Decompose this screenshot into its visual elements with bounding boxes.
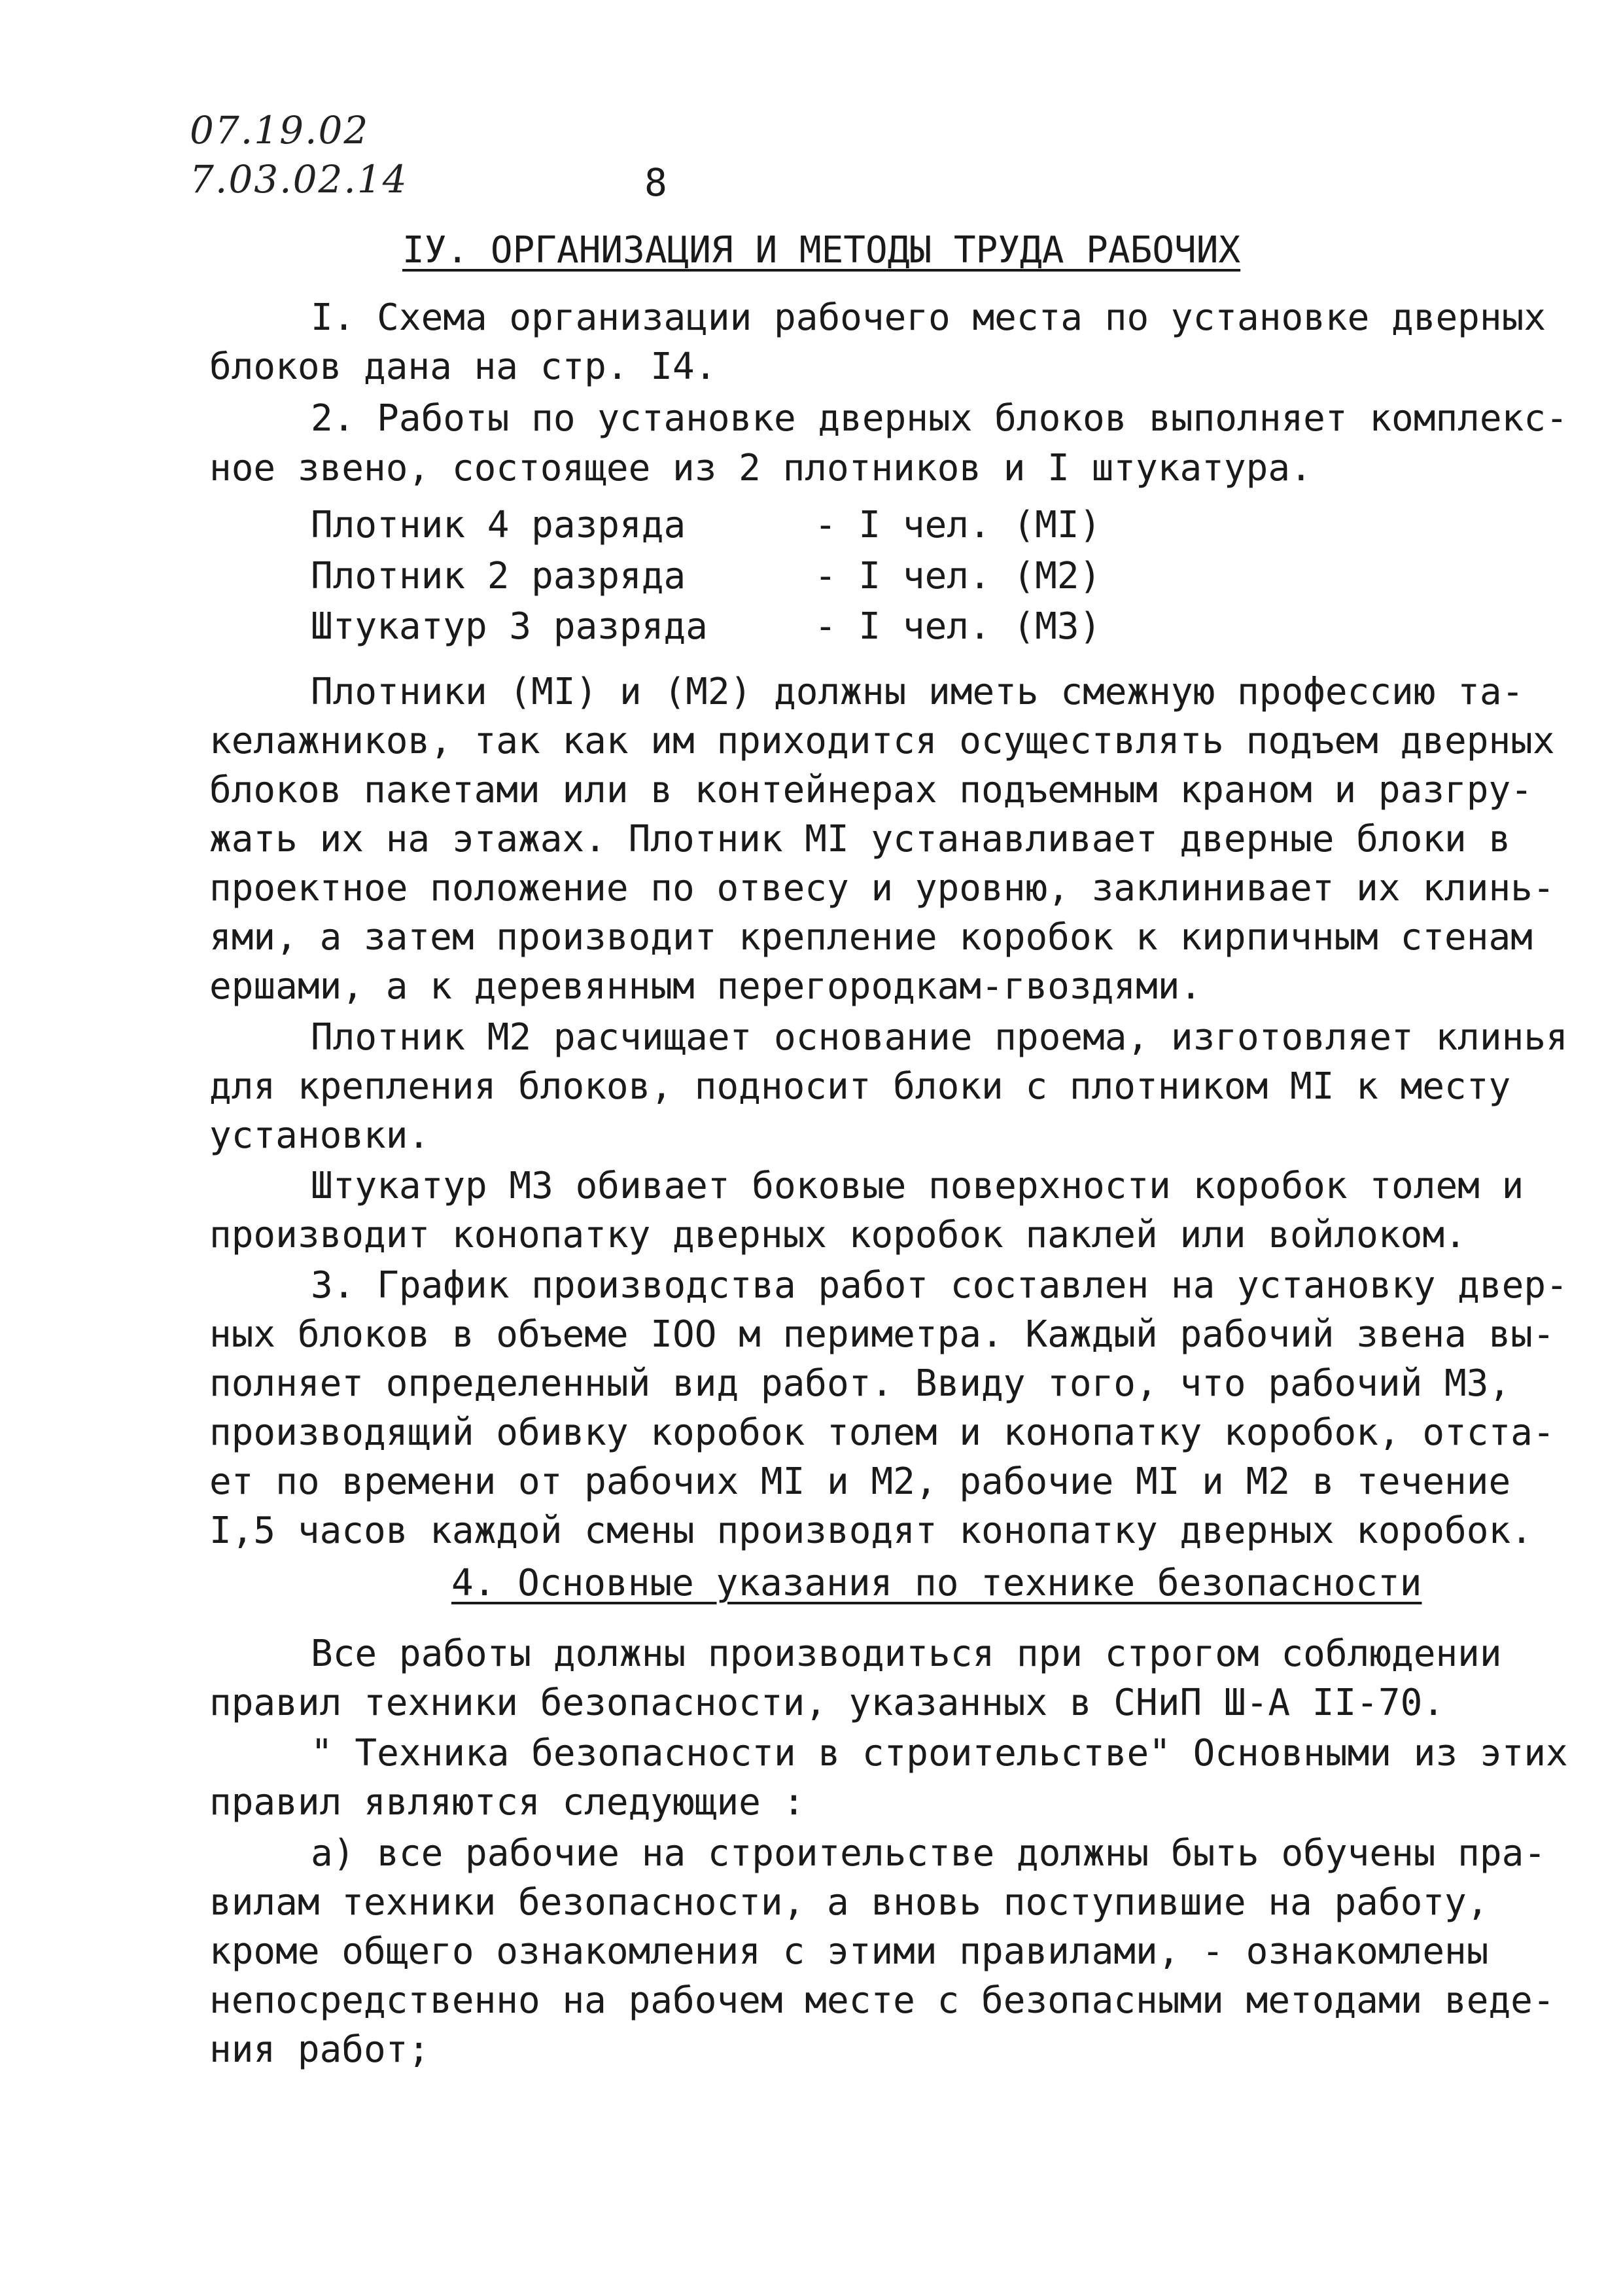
- crew-role: Плотник 4 разряда: [311, 504, 686, 546]
- text-line: Плотники (MI) и (M2) должны иметь смежную профессию та-: [311, 671, 1524, 713]
- text-line: производящий обивку коробок толем и конопатку коробок, отста-: [209, 1411, 1555, 1454]
- text-line: блоков дана на стр. I4.: [209, 345, 717, 388]
- crew-role: Штукатур 3 разряда: [311, 605, 708, 648]
- text-line: ет по времени от рабочих MI и M2, рабочие MI и M2 в течение: [209, 1460, 1511, 1503]
- text-line: правил техники безопасности, указанных в СНиП Ш-А II-70.: [209, 1682, 1445, 1724]
- text-line: ния работ;: [209, 2028, 430, 2071]
- text-line: проектное положение по отвесу и уровню, заклинивает их клинь-: [209, 867, 1555, 910]
- text-line: 2. Работы по установке дверных блоков выполняет комплекс-: [311, 397, 1568, 440]
- text-line: ных блоков в объеме IOO м периметра. Каждый рабочий звена вы-: [209, 1313, 1555, 1356]
- crew-count: - I чел. (M3): [814, 605, 1102, 648]
- text-line: " Техника безопасности в строительстве" Основными из этих: [311, 1732, 1568, 1775]
- handwritten-code-1: 07.19.02: [190, 108, 370, 152]
- text-line: для крепления блоков, подносит блоки с плотником MI к месту: [209, 1065, 1511, 1108]
- text-line: непосредственно на рабочем месте с безопасными методами веде-: [209, 1979, 1555, 2022]
- text-line: I,5 часов каждой смены производят конопатку дверных коробок.: [209, 1510, 1533, 1552]
- text-line: ями, а затем производит крепление коробок к кирпичным стенам: [209, 916, 1533, 959]
- text-line: ершами, а к деревянным перегородкам-гвоздями.: [209, 965, 1202, 1008]
- crew-role: Плотник 2 разряда: [311, 555, 686, 597]
- text-line: кроме общего ознакомления с этими правилами, - ознакомлены: [209, 1930, 1489, 1973]
- text-line: Штукатур M3 обивает боковые поверхности коробок толем и: [311, 1165, 1524, 1207]
- text-line: установки.: [209, 1114, 430, 1157]
- text-line: Плотник M2 расчищает основание проема, изготовляет клинья: [311, 1016, 1568, 1059]
- text-line: правил являются следующие :: [209, 1781, 805, 1824]
- text-line: производит конопатку дверных коробок паклей или войлоком.: [209, 1214, 1467, 1256]
- text-line: а) все рабочие на строительстве должны быть обучены пра-: [311, 1832, 1546, 1875]
- text-line: Все работы должны производиться при строгом соблюдении: [311, 1633, 1502, 1675]
- section-heading: IУ. ОРГАНИЗАЦИЯ И МЕТОДЫ ТРУДА РАБОЧИХ: [402, 229, 1241, 272]
- text-line: ное звено, состоящее из 2 плотников и I штукатура.: [209, 447, 1312, 489]
- crew-count: - I чел. (MI): [814, 504, 1102, 546]
- text-line: 3. График производства работ составлен на установку двер-: [311, 1264, 1568, 1307]
- handwritten-code-2: 7.03.02.14: [190, 157, 408, 202]
- text-line: жать их на этажах. Плотник MI устанавливает дверные блоки в: [209, 818, 1511, 860]
- text-line: полняет определенный вид работ. Ввиду того, что рабочий M3,: [209, 1362, 1511, 1405]
- text-line: вилам техники безопасности, а вновь поступившие на работу,: [209, 1881, 1489, 1924]
- crew-count: - I чел. (M2): [814, 555, 1102, 597]
- text-line: келажников, так как им приходится осуществлять подъем дверных: [209, 720, 1555, 762]
- page-number: 8: [644, 160, 667, 205]
- text-line: I. Схема организации рабочего места по установке дверных: [311, 296, 1546, 339]
- subheading: 4. Основные указания по технике безопасности: [451, 1562, 1422, 1604]
- text-line: блоков пакетами или в контейнерах подъемным краном и разгру-: [209, 769, 1533, 811]
